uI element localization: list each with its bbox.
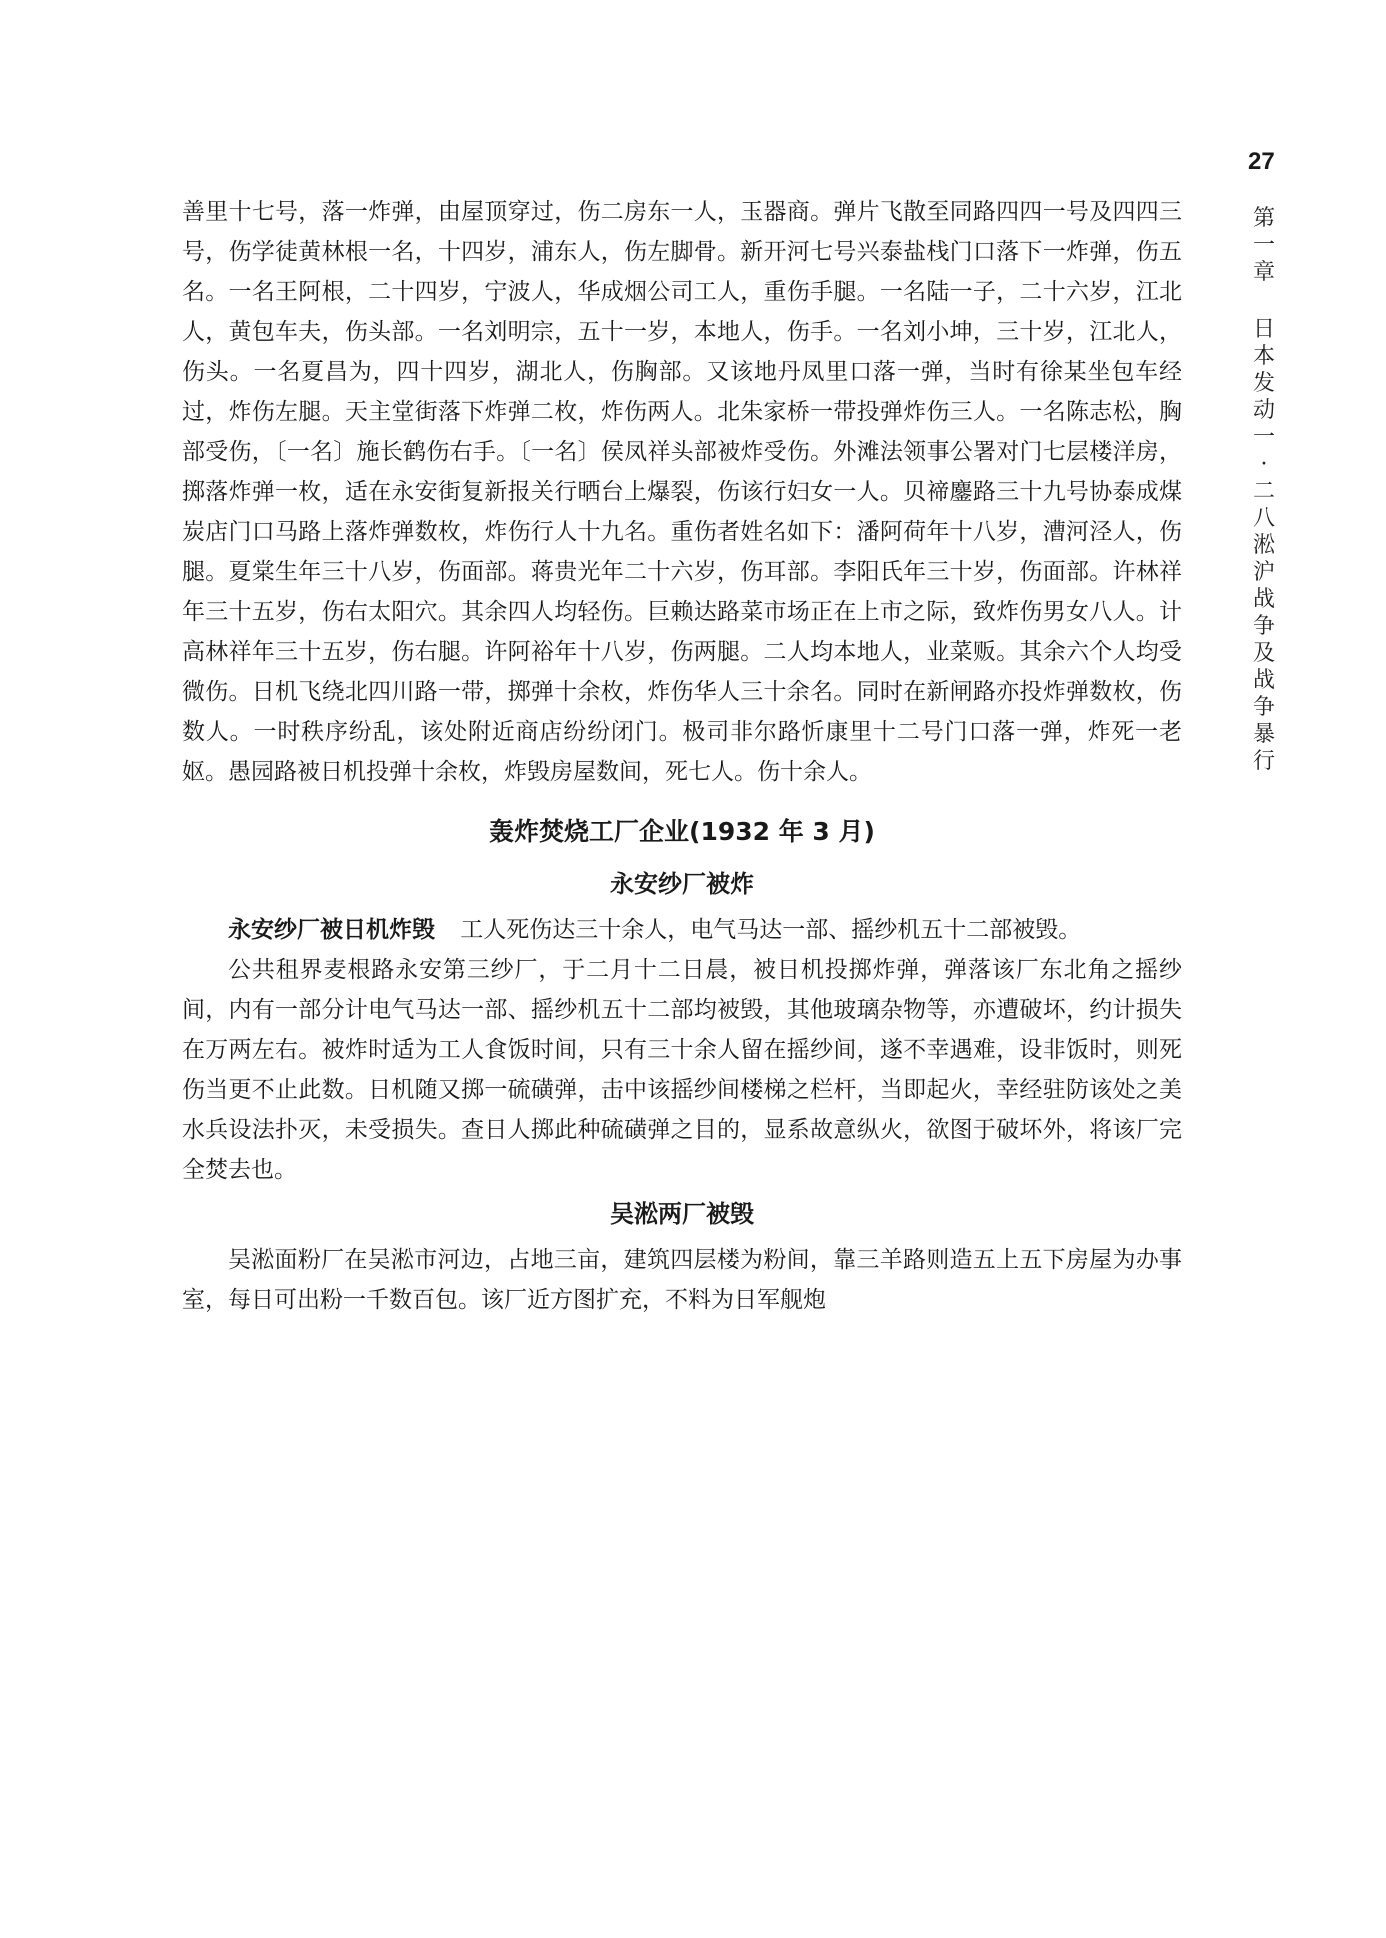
section-heading: 轰炸焚烧工厂企业(1932 年 3 月) bbox=[489, 817, 875, 846]
body-paragraph: 善里十七号，落一炸弹，由屋顶穿过，伤二房东一人，玉器商。弹片飞散至同路四四一号及四四三号，伤学徒黄林根一名，十四岁，浦东人，伤左脚骨。新开河七号兴泰盐栈门口落下一炸弹，伤五名。一名王阿根，二十四岁，宁波人，华成烟公司工人，重伤手腿。一名陆一子，二十六岁，江北人，黄包车夫，伤头部。一名刘明宗，五十一岁，本地人，伤手。一名刘小坤，三十岁，江北人，伤头。一名夏昌为，四十四岁，湖北人，伤胸部。又该地丹凤里口落一弹，当时有徐某坐包车经过，炸伤左腿。天主堂街落下炸弹二枚，炸伤两人。北朱家桥一带投弹炸伤三人。一名陈志松，胸部受伤，〔一名〕施长鹤伤右手。〔一名〕侯凤祥头部被炸受伤。外滩法领事公署对门七层楼洋房，掷落炸弹一枚，适在永安街复新报关行晒台上爆裂，伤该行妇女一人。贝禘鏖路三十九号协泰成煤炭店门口马路上落炸弹数枚，炸伤行人十九名。重伤者姓名如下：潘阿荷年十八岁，漕河泾人，伤腿。夏棠生年三十八岁，伤面部。蒋贵光年二十六岁，伤耳部。李阳氏年三十岁，伤面部。许林祥年三十五岁，伤右太阳穴。其余四人均轻伤。巨赖达路菜市场正在上市之际，致炸伤男女八人。计高林祥年三十五岁，伤右腿。许阿裕年十八岁，伤两腿。二人均本地人，业菜贩。其余六个人均受微伤。日机飞绕北四川路一带，掷弹十余枚，炸伤华人三十余名。同时在新闸路亦投炸弹数枚，伤数人。一时秩序纷乱，该处附近商店纷纷闭门。极司非尔路忻康里十二号门口落一弹，炸死一老妪。愚园路被日机投弹十余枚，炸毁房屋数间，死七人。伤十余人。 bbox=[182, 199, 1182, 785]
main-text bbox=[182, 192, 1182, 1320]
yongan-lead-text: 工人死伤达三十余人，电气马达一部、摇纱机五十二部被毁。 bbox=[460, 917, 1082, 943]
yongan-lead-title: 永安纱厂被日机炸毁 bbox=[228, 917, 435, 943]
running-head-title: 日 本 发 动 一 · 二 八 淞 沪 战 争 及 战 争 暴 行 bbox=[1252, 317, 1275, 774]
yongan-paragraph: 公共租界麦根路永安第三纱厂，于二月十二日晨，被日机投掷炸弹，弹落该厂东北角之摇纱间，内有一部分计电气马达一部、摇纱机五十二部均被毁，其他玻璃杂物等，亦遭破坏，约计损失在万两左右。被炸时适为工人食饭时间，只有三十余人留在摇纱间，遂不幸遇难，设非饭时，则死伤当更不止此数。日机随又掷一硫磺弹，击中该摇纱间楼梯之栏杆，当即起火，幸经驻防该处之美水兵设法扑灭，未受损失。查日人掷此种硫磺弹之目的，显系故意纵火，欲图于破坏外，将该厂完全焚去也。 bbox=[182, 957, 1182, 1183]
yongan-lead-paragraph bbox=[182, 910, 1182, 950]
page-number: 27 bbox=[1248, 148, 1275, 175]
wusong-paragraph: 吴淞面粉厂在吴淞市河边，占地三亩，建筑四层楼为粉间，靠三羊路则造五上五下房屋为办事室，每日可出粉一千数百包。该厂近方图扩充，不料为日军舰炮 bbox=[182, 1247, 1182, 1313]
running-head bbox=[1242, 205, 1286, 775]
subsection-heading-yongan: 永安纱厂被炸 bbox=[610, 870, 754, 898]
subsection-heading-wusong: 吴淞两厂被毁 bbox=[610, 1200, 754, 1228]
running-head-chapter: 第 一 章 bbox=[1252, 206, 1275, 285]
